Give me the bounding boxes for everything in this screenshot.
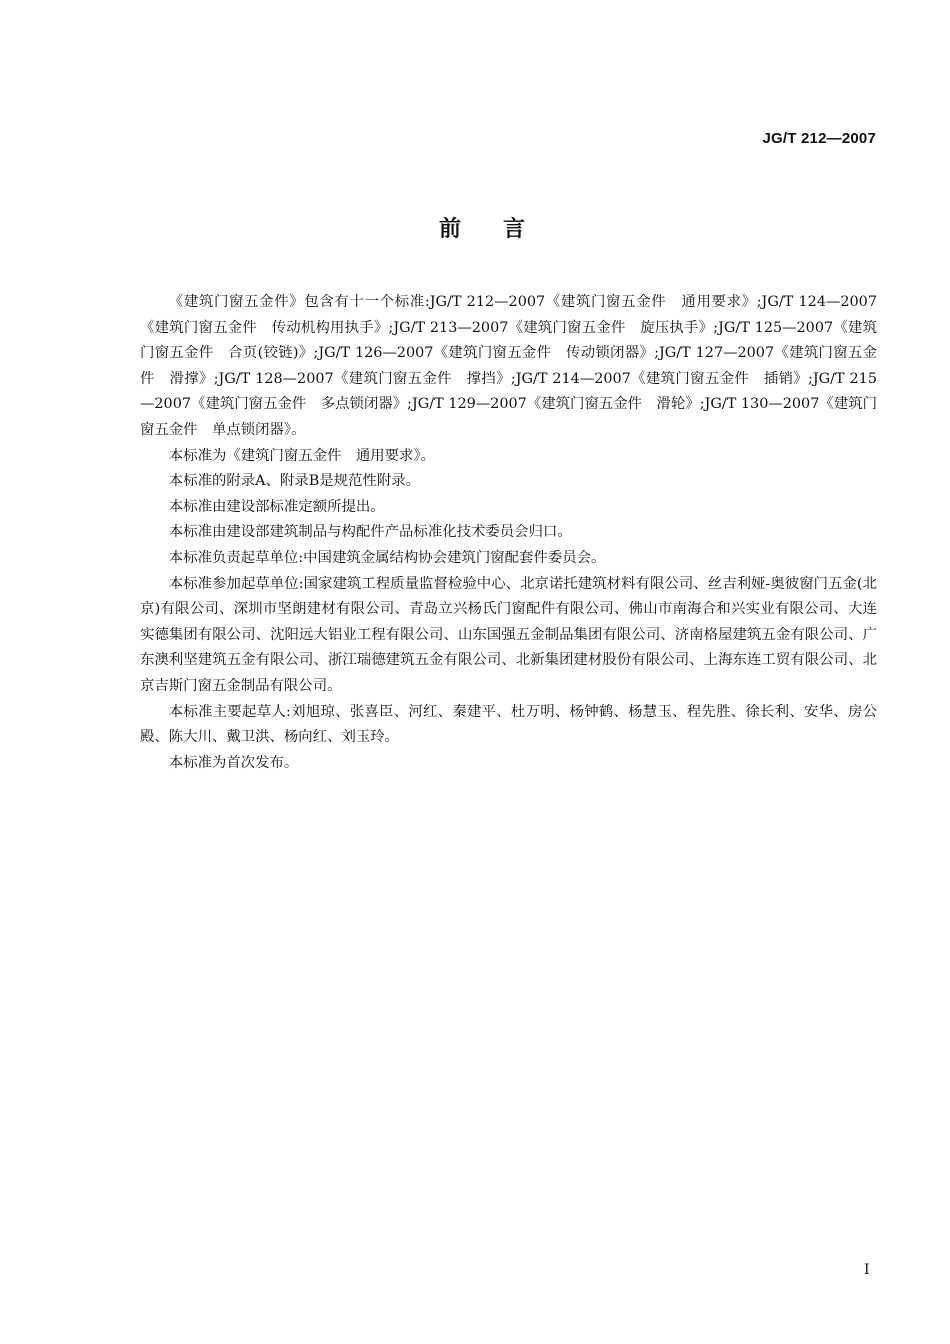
document-code: JG/T 212—2007 xyxy=(762,130,876,147)
paragraph-first-release: 本标准为首次发布。 xyxy=(168,754,299,771)
paragraph-standards-list: 《建筑门窗五金件》包含有十一个标准:JG/T 212—2007《建筑门窗五金件 通用要求》;JG/T 124—2007《建筑门窗五金件 传动机构用执手》;JG/T 213—2007《建筑门窗五金件 旋压执手》;JG/T 125—2007《建筑门窗五金件 合页(铰链)》;JG/T 126—2007《建筑门窗五金件 传动锁闭器》;JG/T 127—2007《建筑门窗五金件 滑撑》;JG/T 128—2007《建筑门窗五金件 撑挡》;JG/T 214—2007《建筑门窗五金件 插销》;JG/T 215—2007《建筑门窗五金件 多点锁闭器》;JG/T 129—2007《建筑门窗五金件 滑轮》;JG/T 130—2007《建筑门窗五金件 单点锁闭器》。 xyxy=(140,294,877,438)
page-number: I xyxy=(864,1262,870,1278)
paragraph-main-drafters: 本标准主要起草人:刘旭琼、张喜臣、河红、秦建平、杜万明、杨钟鹤、杨慧玉、程先胜、徐长利、安华、房公殿、陈大川、戴卫洪、杨向红、刘玉玲。 xyxy=(140,703,877,746)
paragraph-proposed-by: 本标准由建设部标准定额所提出。 xyxy=(168,498,385,515)
paragraph-centralized-by: 本标准由建设部建筑制品与构配件产品标准化技术委员会归口。 xyxy=(168,524,572,541)
paragraph-this-standard: 本标准为《建筑门窗五金件 通用要求》。 xyxy=(168,447,436,464)
paragraph-participating-drafters: 本标准参加起草单位:国家建筑工程质量监督检验中心、北京诺托建筑材料有限公司、丝吉利娅-奥彼窗门五金(北京)有限公司、深圳市坚朗建材有限公司、青岛立兴杨氏门窗配件有限公司、佛山市南海合和兴实业有限公司、大连实德集团有限公司、沈阳远大铝业工程有限公司、山东国强五金制品集团有限公司、济南格屋建筑五金有限公司、广东澳利坚建筑五金有限公司、浙江瑞德建筑五金有限公司、北新集团建材股份有限公司、上海东连工贸有限公司、北京吉斯门窗五金制品有限公司。 xyxy=(140,575,877,694)
paragraph-appendix: 本标准的附录A、附录B是规范性附录。 xyxy=(168,473,421,490)
page-title: 前言 xyxy=(438,217,567,242)
paragraph-responsible-drafter: 本标准负责起草单位:中国建筑金属结构协会建筑门窗配套件委员会。 xyxy=(168,549,606,566)
foreword-body xyxy=(140,290,877,776)
